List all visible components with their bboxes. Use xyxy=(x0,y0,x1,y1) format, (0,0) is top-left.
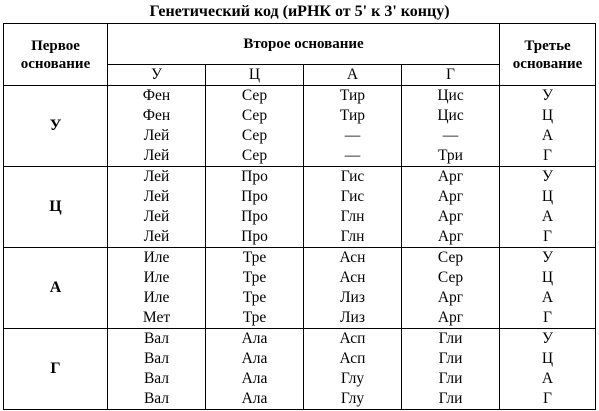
second-base-label: У xyxy=(108,65,206,86)
third-base-cell xyxy=(500,329,596,410)
amino-acid: Сер xyxy=(241,147,268,164)
amino-acid: Тир xyxy=(339,87,366,104)
amino-acid: Фен xyxy=(142,107,171,124)
third-base-label: Г xyxy=(543,390,553,407)
amino-acid: Глн xyxy=(340,228,365,245)
amino-acid: Цис xyxy=(437,107,464,124)
third-base-label: Г xyxy=(543,309,553,326)
third-base-label: Г xyxy=(543,228,553,245)
amino-acid: Вал xyxy=(143,330,170,347)
amino-acid: — xyxy=(344,147,361,164)
amino-acid: Иле xyxy=(143,269,170,286)
amino-acid: Асн xyxy=(339,269,366,286)
amino-acid-cell xyxy=(402,167,500,248)
first-base-cell: Г xyxy=(4,329,108,410)
amino-acid: Тре xyxy=(242,249,267,266)
amino-acid: Лей xyxy=(143,127,170,144)
third-base-label: У xyxy=(542,87,554,104)
genetic-code-table xyxy=(3,23,596,410)
amino-acid: Фен xyxy=(142,87,171,104)
amino-acid: Асп xyxy=(339,330,366,347)
amino-acid: Гли xyxy=(438,390,463,407)
amino-acid: Лей xyxy=(143,168,170,185)
amino-acid-cell xyxy=(402,329,500,410)
third-base-label: А xyxy=(541,289,554,306)
amino-acid: Арг xyxy=(437,168,464,185)
codon-groups xyxy=(4,86,596,410)
amino-acid: Гис xyxy=(340,168,365,185)
third-base-label: Г xyxy=(543,147,553,164)
amino-acid: Тре xyxy=(242,269,267,286)
amino-acid: Лиз xyxy=(340,309,365,326)
amino-acid: Вал xyxy=(143,390,170,407)
amino-acid: Арг xyxy=(437,188,464,205)
third-base-label: А xyxy=(541,208,554,225)
amino-acid: Гис xyxy=(340,188,365,205)
amino-acid: Мет xyxy=(142,309,171,326)
amino-acid-cell xyxy=(304,167,402,248)
amino-acid: Тре xyxy=(242,309,267,326)
amino-acid: Асн xyxy=(339,249,366,266)
amino-acid: Сер xyxy=(241,127,268,144)
amino-acid: Про xyxy=(241,168,268,185)
amino-acid: Ала xyxy=(241,390,268,407)
codon-group-row xyxy=(4,167,596,248)
third-base-cell xyxy=(500,167,596,248)
amino-acid: Лиз xyxy=(340,289,365,306)
amino-acid: Глу xyxy=(340,390,365,407)
amino-acid: Гли xyxy=(438,330,463,347)
amino-acid-cell xyxy=(402,86,500,167)
amino-acid: Ала xyxy=(241,370,268,387)
header-row xyxy=(4,24,596,65)
third-base-cell xyxy=(500,248,596,329)
amino-acid: Лей xyxy=(143,208,170,225)
amino-acid: Глу xyxy=(340,370,365,387)
amino-acid: Асп xyxy=(339,350,366,367)
amino-acid-cell xyxy=(206,248,304,329)
third-base-header: Третье основание xyxy=(500,24,596,86)
third-base-label: У xyxy=(542,168,554,185)
third-base-label: А xyxy=(541,127,554,144)
amino-acid: Тир xyxy=(339,107,366,124)
first-base-cell: А xyxy=(4,248,108,329)
amino-acid-cell xyxy=(304,248,402,329)
first-base-cell: Ц xyxy=(4,167,108,248)
amino-acid: Арг xyxy=(437,208,464,225)
codon-group-row xyxy=(4,329,596,410)
amino-acid: Иле xyxy=(143,289,170,306)
amino-acid-cell xyxy=(108,167,206,248)
third-base-label: У xyxy=(542,330,554,347)
amino-acid-cell xyxy=(206,329,304,410)
amino-acid: Сер xyxy=(241,107,268,124)
third-base-label: Ц xyxy=(541,269,554,286)
amino-acid: Три xyxy=(438,147,463,164)
amino-acid-cell xyxy=(402,248,500,329)
amino-acid: Глн xyxy=(340,208,365,225)
first-base-cell: У xyxy=(4,86,108,167)
second-base-header: Второе основание xyxy=(108,24,500,65)
amino-acid: Сер xyxy=(437,269,464,286)
amino-acid-cell xyxy=(206,167,304,248)
amino-acid: Про xyxy=(241,208,268,225)
codon-group-row xyxy=(4,248,596,329)
amino-acid: Тре xyxy=(242,289,267,306)
amino-acid-cell xyxy=(304,86,402,167)
second-base-label: Ц xyxy=(206,65,304,86)
first-base-header: Первое основание xyxy=(4,24,108,86)
amino-acid: Гли xyxy=(438,370,463,387)
amino-acid: Про xyxy=(241,228,268,245)
second-base-label: А xyxy=(304,65,402,86)
amino-acid: Про xyxy=(241,188,268,205)
amino-acid: Арг xyxy=(437,289,464,306)
codon-group-row xyxy=(4,86,596,167)
amino-acid: — xyxy=(442,127,459,144)
amino-acid: Лей xyxy=(143,228,170,245)
third-base-label: А xyxy=(541,370,554,387)
amino-acid: Лей xyxy=(143,147,170,164)
amino-acid-cell xyxy=(108,86,206,167)
amino-acid-cell xyxy=(108,329,206,410)
amino-acid: Ала xyxy=(241,350,268,367)
amino-acid: Вал xyxy=(143,370,170,387)
third-base-label: У xyxy=(542,249,554,266)
amino-acid: Арг xyxy=(437,228,464,245)
amino-acid-cell xyxy=(304,329,402,410)
amino-acid: Арг xyxy=(437,309,464,326)
amino-acid: Ала xyxy=(241,330,268,347)
second-base-label: Г xyxy=(402,65,500,86)
third-base-label: Ц xyxy=(541,188,554,205)
amino-acid: Сер xyxy=(437,249,464,266)
table-title: Генетический код (иРНК от 5' к 3' концу) xyxy=(149,3,450,20)
amino-acid: Гли xyxy=(438,350,463,367)
amino-acid: Цис xyxy=(437,87,464,104)
amino-acid-cell xyxy=(206,86,304,167)
amino-acid: Вал xyxy=(143,350,170,367)
amino-acid: Сер xyxy=(241,87,268,104)
amino-acid: Лей xyxy=(143,188,170,205)
third-base-label: Ц xyxy=(541,350,554,367)
amino-acid-cell xyxy=(108,248,206,329)
amino-acid: — xyxy=(344,127,361,144)
third-base-cell xyxy=(500,86,596,167)
amino-acid: Иле xyxy=(143,249,170,266)
third-base-label: Ц xyxy=(541,107,554,124)
